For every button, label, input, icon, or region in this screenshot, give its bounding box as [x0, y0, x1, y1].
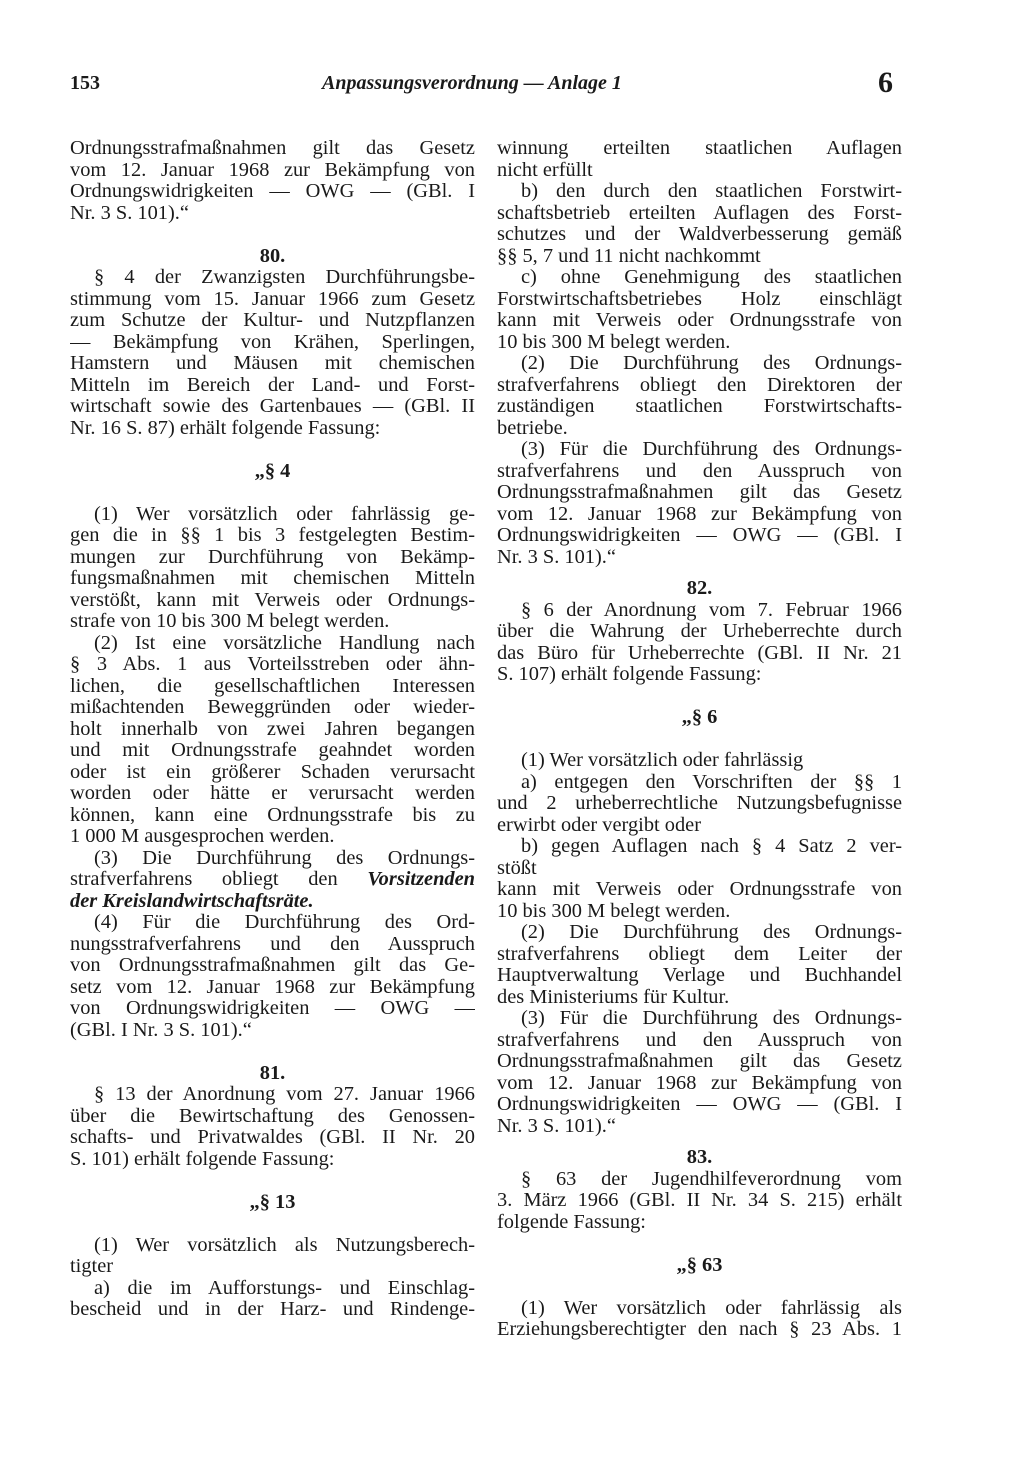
spacer	[497, 1276, 902, 1298]
text-line: Forstwirtschaftsbetriebes Holz einschlägt	[497, 288, 902, 310]
text-line: winnung erteilten staatlichen Auflagen	[497, 138, 902, 159]
text-line: über die Wahrung der Urheberrechte durch	[497, 621, 902, 642]
spacer	[497, 1137, 902, 1147]
text-line: holt innerhalb von zwei Jahren begangen	[70, 718, 475, 740]
text-line: strafverfahrens und den Ausspruch von	[497, 1029, 902, 1051]
text-line: Erziehungsberechtigter den nach § 23 Abs. 1	[497, 1319, 902, 1340]
text-line: Ordnungsstrafmaßnahmen gilt das Gesetz	[497, 1051, 902, 1072]
text-line: von Ordnungsstrafmaßnahmen gilt das Ge-	[70, 955, 475, 976]
text-line: können, kann eine Ordnungsstrafe bis zu	[70, 804, 475, 826]
text-line: (3) Die Durchführung des Ordnungs-	[94, 847, 475, 869]
text-line: bescheid und in der Harz- und Rindenge-	[70, 1299, 475, 1320]
running-title: Anpassungsverordnung — Anlage 1	[322, 72, 622, 94]
text-line: lichen, die gesellschaftlichen Interessen	[70, 675, 475, 697]
paragraph-heading: „§ 63	[676, 1254, 723, 1276]
text-line: mungen zur Durchführung von Bekämp-	[70, 546, 475, 568]
text-line	[70, 869, 475, 891]
text-line: strafe von 10 bis 300 M belegt werden.	[70, 611, 390, 632]
text-segment: strafverfahrens obliegt den	[70, 869, 338, 890]
section-heading: 82.	[686, 578, 713, 599]
text-line: — Bekämpfung von Krähen, Sperlingen,	[70, 331, 475, 353]
text-line: strafverfahrens und den Ausspruch von	[497, 460, 902, 482]
text-line: 10 bis 300 M belegt werden.	[497, 331, 731, 353]
text-line: erwirbt oder vergibt oder	[497, 814, 702, 836]
text-line: (4) Für die Durchführung des Ord-	[94, 912, 475, 933]
text-line: Mitteln im Bereich der Land- und Forst-	[70, 374, 475, 396]
section-heading: 83.	[686, 1147, 713, 1168]
text-line: zum Schutze der Kultur- und Nutzpflanzen	[70, 310, 475, 331]
text-line: § 63 der Jugendhilfeverordnung vom	[521, 1168, 902, 1190]
spacer	[70, 224, 475, 246]
text-line: und mit Ordnungsstrafe geahndet worden	[70, 740, 475, 761]
text-line: wirtschaft sowie des Gartenbaues — (GBl. II	[70, 396, 475, 417]
text-line: 1 000 M ausgesprochen werden.	[70, 826, 335, 847]
text-line: S. 107) erhält folgende Fassung:	[497, 664, 762, 685]
text-line: Ordnungsstrafmaßnahmen gilt das Gesetz	[497, 482, 902, 503]
text-line: schafts- und Privatwaldes (GBl. II Nr. 20	[70, 1127, 475, 1148]
text-line: § 3 Abs. 1 aus Vorteilsstreben oder ähn-	[70, 654, 475, 675]
text-line: (1) Wer vorsätzlich oder fahrlässig als	[521, 1297, 902, 1319]
text-line: mißachtenden Beweggründen oder wieder-	[70, 697, 475, 718]
text-line: Ordnungswidrigkeiten — OWG — (GBl. I	[497, 1094, 902, 1115]
italic-text: Vorsitzenden	[367, 869, 475, 890]
text-line: (2) Die Durchführung des Ordnungs-	[521, 353, 902, 374]
text-line: oder ist ein größerer Schaden verursacht	[70, 761, 475, 783]
spacer	[70, 1041, 475, 1063]
text-line: (3) Für die Durchführung des Ordnungs-	[521, 1008, 902, 1029]
text-line: Nr. 3 S. 101).“	[497, 1115, 616, 1137]
spacer	[70, 482, 475, 504]
spacer	[497, 568, 902, 578]
italic-text: der Kreislandwirtschaftsräte.	[70, 890, 314, 912]
text-line: Hamstern und Mäusen mit chemischen	[70, 353, 475, 374]
right-column	[497, 138, 902, 1341]
text-line: verstößt, kann mit Verweis oder Ordnungs-	[70, 589, 475, 611]
text-line: §§ 5, 7 und 11 nicht nachkommt	[497, 245, 761, 267]
text-line: vom 12. Januar 1968 zur Bekämpfung von	[497, 503, 902, 525]
text-line: (GBl. I Nr. 3 S. 101).“	[70, 1019, 252, 1041]
text-line: Nr. 16 S. 87) erhält folgende Fassung:	[70, 417, 381, 439]
spacer	[497, 729, 902, 751]
text-line: und 2 urheberrechtliche Nutzungsbefugnisse	[497, 793, 902, 814]
section-heading: 80.	[259, 245, 286, 267]
spacer	[70, 1170, 475, 1192]
text-line: stößt	[497, 857, 537, 879]
text-line: Nr. 3 S. 101).“	[497, 546, 616, 568]
text-line: nungsstrafverfahrens und den Ausspruch	[70, 933, 475, 955]
text-line: (2) Die Durchführung des Ordnungs-	[521, 922, 902, 943]
text-line: 10 bis 300 M belegt werden.	[497, 900, 731, 922]
left-column	[70, 138, 475, 1321]
text-line: (3) Für die Durchführung des Ordnungs-	[521, 439, 902, 460]
spacer	[497, 686, 902, 708]
text-line: gen die in §§ 1 bis 3 festgelegten Bestim-	[70, 525, 475, 546]
spacer	[70, 439, 475, 461]
text-line: stimmung vom 15. Januar 1966 zum Gesetz	[70, 288, 475, 310]
text-line: strafverfahrens obliegt dem Leiter der	[497, 943, 902, 965]
text-line: vom 12. Januar 1968 zur Bekämpfung von	[497, 1072, 902, 1094]
text-line: S. 101) erhält folgende Fassung:	[70, 1148, 335, 1170]
text-line: § 13 der Anordnung vom 27. Januar 1966	[94, 1084, 475, 1105]
text-line: 3. März 1966 (GBl. II Nr. 34 S. 215) erhält	[497, 1190, 902, 1211]
page-number: 153	[70, 72, 100, 94]
text-line: nicht erfüllt	[497, 159, 593, 181]
paragraph-heading: „§ 4	[254, 460, 291, 482]
text-line: a) die im Aufforstungs- und Einschlag-	[94, 1277, 475, 1299]
spacer	[497, 1233, 902, 1255]
text-line: kann mit Verweis oder Ordnungsstrafe von	[497, 310, 902, 331]
text-line: folgende Fassung:	[497, 1211, 646, 1233]
section-number: 6	[878, 66, 893, 99]
text-line: fungsmaßnahmen mit chemischen Mitteln	[70, 568, 475, 589]
paragraph-heading: „§ 6	[681, 707, 718, 728]
text-line: (1) Wer vorsätzlich oder fahrlässig ge-	[94, 503, 475, 525]
text-line: Ordnungsstrafmaßnahmen gilt das Gesetz	[70, 138, 475, 159]
text-line: Ordnungswidrigkeiten — OWG — (GBl. I	[70, 181, 475, 202]
text-line: c) ohne Genehmigung des staatlichen	[521, 267, 902, 288]
text-line: betriebe.	[497, 417, 568, 439]
text-line: Nr. 3 S. 101).“	[70, 202, 189, 224]
text-line: worden oder hätte er verursacht werden	[70, 783, 475, 804]
text-line: vom 12. Januar 1968 zur Bekämpfung von	[70, 159, 475, 181]
text-line: über die Bewirtschaftung des Genossen-	[70, 1105, 475, 1127]
text-line: Hauptverwaltung Verlage und Buchhandel	[497, 965, 902, 986]
text-line: zuständigen staatlichen Forstwirtschafts-	[497, 396, 902, 417]
text-line: (1) Wer vorsätzlich als Nutzungsberech-	[94, 1234, 475, 1256]
paragraph-heading: „§ 13	[249, 1191, 296, 1213]
spacer	[70, 1213, 475, 1235]
text-line: das Büro für Urheberrechte (GBl. II Nr. 21	[497, 642, 902, 664]
text-line: (1) Wer vorsätzlich oder fahrlässig	[521, 750, 804, 771]
text-line: tigter	[70, 1256, 114, 1277]
text-line: (2) Ist eine vorsätzliche Handlung nach	[94, 632, 475, 654]
text-line: § 4 der Zwanzigsten Durchführungsbe-	[94, 267, 475, 288]
section-heading: 81.	[259, 1062, 286, 1084]
text-line: b) gegen Auflagen nach § 4 Satz 2 ver-	[521, 836, 902, 857]
text-line: kann mit Verweis oder Ordnungsstrafe von	[497, 879, 902, 900]
text-line: schaftsbetrieb erteilten Auflagen des Forst-	[497, 202, 902, 224]
text-line: schutzes und der Waldverbesserung gemäß	[497, 224, 902, 245]
text-line: § 6 der Anordnung vom 7. Februar 1966	[521, 599, 902, 621]
text-line: setz vom 12. Januar 1968 zur Bekämpfung	[70, 976, 475, 998]
text-line: des Ministeriums für Kultur.	[497, 986, 730, 1008]
text-line: a) entgegen den Vorschriften der §§ 1	[521, 771, 902, 793]
text-line: strafverfahrens obliegt den Direktoren der	[497, 374, 902, 396]
text-line: von Ordnungswidrigkeiten — OWG —	[70, 998, 475, 1019]
text-line: b) den durch den staatlichen Forstwirt-	[521, 181, 902, 202]
text-line: Ordnungswidrigkeiten — OWG — (GBl. I	[497, 525, 902, 546]
